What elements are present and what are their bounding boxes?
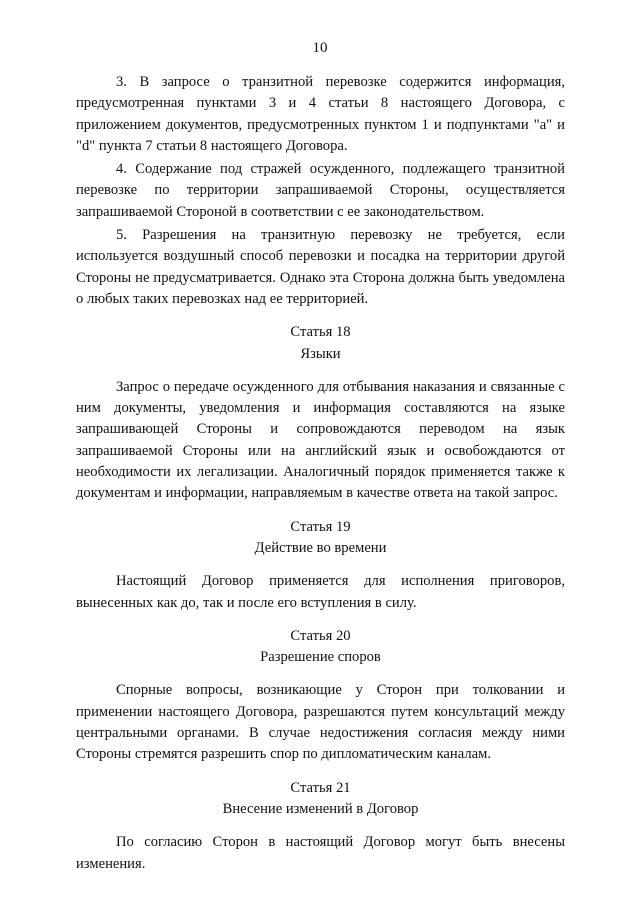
paragraph-article21: По согласию Сторон в настоящий Договор могут быть внесены изменения.: [76, 834, 565, 872]
article-number: Статья 19: [290, 518, 351, 535]
paragraph-article19: Настоящий Договор применяется для исполнения приговоров, вынесенных как до, так и после его вступления в силу.: [76, 573, 565, 611]
paragraph-article20: Спорные вопросы, возникающие у Сторон при толковании и применении настоящего Договора, разрешаются путем консультаций между центральными органами. В случае недостижения согласия между ними Стороны стремятся разрешить спор по дипломатическим каналам.: [76, 682, 565, 763]
page-number: 10: [312, 40, 328, 56]
article-number: Статья 21: [290, 779, 351, 796]
article-18-heading: [76, 322, 565, 365]
article-21-heading: [76, 778, 565, 821]
article-title: Языки: [300, 345, 341, 362]
article-title: Внесение изменений в Договор: [222, 800, 419, 817]
document-body: [76, 72, 565, 877]
article-number: Статья 18: [290, 324, 351, 341]
paragraph-article17-item3: 3. В запросе о транзитной перевозке содержится информация, предусмотренная пунктами 3 и 4 статьи 8 настоящего Договора, с приложением документов, предусмотренных пунктом 1 и подпунктами "a" и "d" пункта 7 статьи 8 настоящего Договора.: [76, 74, 565, 154]
article-19-heading: [76, 517, 565, 560]
article-title: Действие во времени: [254, 539, 387, 556]
paragraph-article18: Запрос о передаче осужденного для отбывания наказания и связанные с ним документы, уведомления и информация составляются на языке запрашивающей Стороны и сопровождаются переводом на язык запрашиваемой Стороны или на английский язык и освобождаются от необходимости их легализации. Аналогичный порядок применяется также к документам и информации, направляемым в качестве ответа на такой запрос.: [76, 378, 565, 502]
article-20-heading: [76, 626, 565, 669]
article-title: Разрешение споров: [260, 649, 381, 666]
paragraph-article17-item5: 5. Разрешения на транзитную перевозку не требуется, если используется воздушный способ перевозки и посадка на территории другой Стороны не предусматривается. Однако эта Сторона должна быть уведомлена о любых таких перевозках над ее территорией.: [76, 227, 565, 307]
article-number: Статья 20: [290, 627, 351, 644]
paragraph-article17-item4: 4. Содержание под стражей осужденного, подлежащего транзитной перевозке по территории запрашиваемой Стороны, осуществляется запрашиваемой Стороной в соответствии с ее законодательством.: [76, 161, 565, 220]
